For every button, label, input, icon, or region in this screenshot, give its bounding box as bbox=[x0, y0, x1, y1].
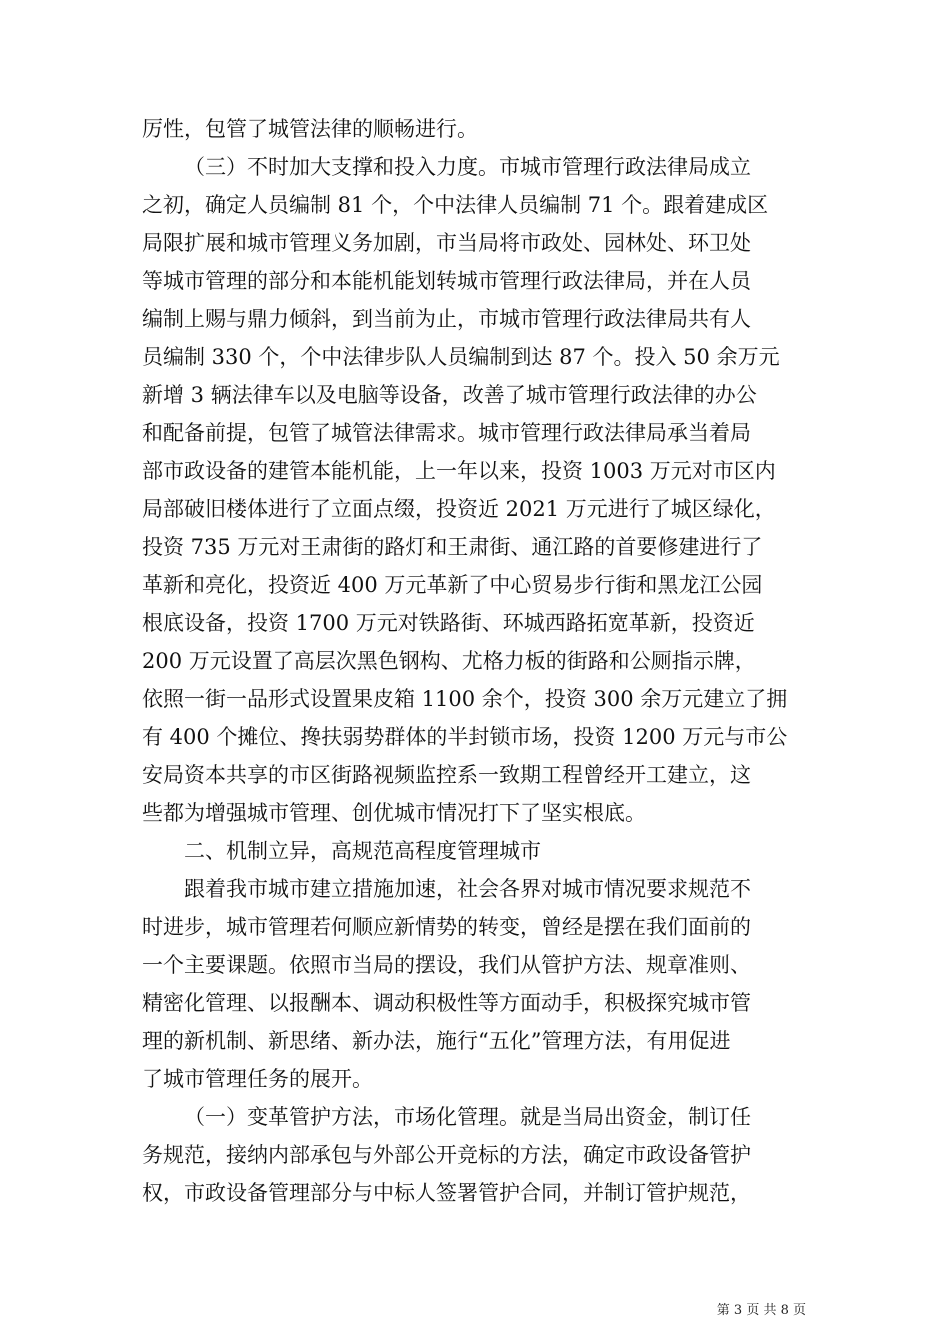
text-line: 200 万元设置了高层次黑色钢构、尤格力板的街路和公厕指示牌， bbox=[142, 649, 756, 673]
text-line: 安局资本共享的市区街路视频监控系一致期工程曾经开工建立，这 bbox=[142, 763, 751, 787]
text-line: 一个主要课题。依照市当局的摆设，我们从管护方法、规章准则、 bbox=[142, 953, 751, 977]
text-line: 局限扩展和城市管理义务加剧，市当局将市政处、园林处、环卫处 bbox=[142, 231, 751, 255]
text-line: 权，市政设备管理部分与中标人签署管护合同，并制订管护规范， bbox=[142, 1181, 751, 1205]
text-line: 投资 735 万元对王肃街的路灯和王肃街、通江路的首要修建进行了 bbox=[142, 535, 763, 559]
text-line: 员编制 330 个，个中法律步队人员编制到达 87 个。投入 50 余万元 bbox=[142, 345, 780, 369]
text-line: 了城市管理任务的展开。 bbox=[142, 1067, 373, 1091]
text-line: 革新和亮化，投资近 400 万元革新了中心贸易步行街和黑龙江公园 bbox=[142, 573, 763, 597]
text-line: 时进步，城市管理若何顺应新情势的转变，曾经是摆在我们面前的 bbox=[142, 915, 751, 939]
text-line: （一）变革管护方法，市场化管理。就是当局出资金，制订任 bbox=[184, 1105, 751, 1129]
text-line: 部市政设备的建管本能机能，上一年以来，投资 1003 万元对市区内 bbox=[142, 459, 776, 483]
text-line: 厉性，包管了城管法律的顺畅进行。 bbox=[142, 117, 478, 141]
text-line: 二、机制立异，高规范高程度管理城市 bbox=[184, 839, 541, 863]
document-body bbox=[142, 110, 810, 1212]
text-line: 和配备前提，包管了城管法律需求。城市管理行政法律局承当着局 bbox=[142, 421, 751, 445]
text-line: （三）不时加大支撑和投入力度。市城市管理行政法律局成立 bbox=[184, 155, 751, 179]
text-line: 局部破旧楼体进行了立面点缀，投资近 2021 万元进行了城区绿化， bbox=[142, 497, 776, 521]
text-line: 些都为增强城市管理、创优城市情况打下了坚实根底。 bbox=[142, 801, 646, 825]
text-line: 跟着我市城市建立措施加速，社会各界对城市情况要求规范不 bbox=[184, 877, 751, 901]
text-line: 精密化管理、以报酬本、调动积极性等方面动手，积极探究城市管 bbox=[142, 991, 751, 1015]
text-line: 依照一街一品形式设置果皮箱 1100 余个，投资 300 余万元建立了拥 bbox=[142, 687, 788, 711]
text-line: 编制上赐与鼎力倾斜，到当前为止，市城市管理行政法律局共有人 bbox=[142, 307, 751, 331]
text-line: 根底设备，投资 1700 万元对铁路街、环城西路拓宽革新，投资近 bbox=[142, 611, 755, 635]
text-line: 等城市管理的部分和本能机能划转城市管理行政法律局，并在人员 bbox=[142, 269, 751, 293]
page-number: 第 3 页 共 8 页 bbox=[716, 1303, 806, 1318]
text-line: 务规范，接纳内部承包与外部公开竞标的方法，确定市政设备管护 bbox=[142, 1143, 751, 1167]
text-line: 有 400 个摊位、搀扶弱势群体的半封锁市场，投资 1200 万元与市公 bbox=[142, 725, 788, 749]
text-line: 新增 3 辆法律车以及电脑等设备，改善了城市管理行政法律的办公 bbox=[142, 383, 757, 407]
text-line: 理的新机制、新思绪、新办法，施行“五化”管理方法，有用促进 bbox=[142, 1029, 731, 1053]
text-line: 之初，确定人员编制 81 个，个中法律人员编制 71 个。跟着建成区 bbox=[142, 193, 769, 217]
